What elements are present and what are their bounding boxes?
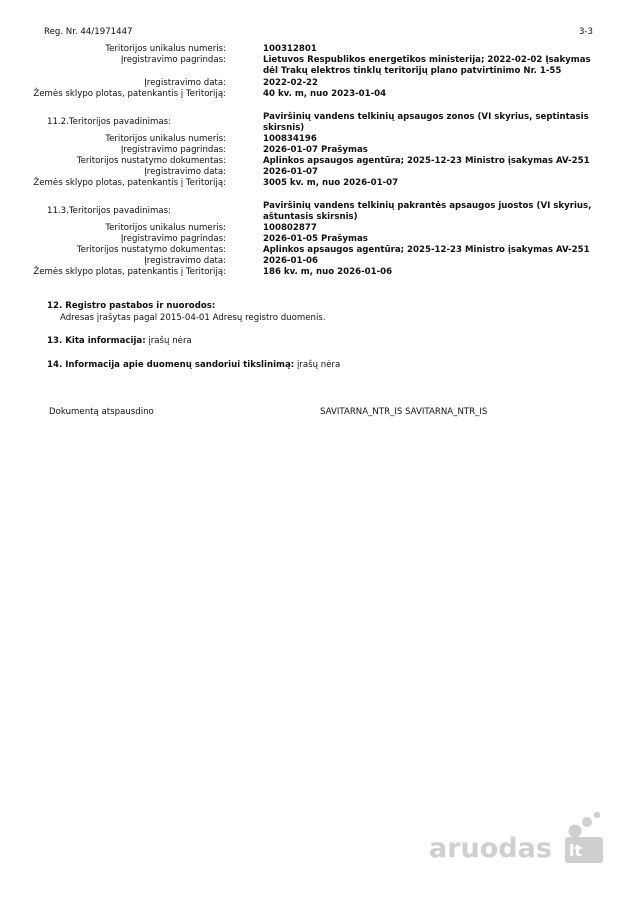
field-value: 2022-02-22 xyxy=(263,78,318,88)
field-label: Žemės sklypo plotas, patenkantis į Teritoriją: xyxy=(33,267,226,277)
field-value: 2026-01-07 Prašymas xyxy=(263,145,368,155)
territory-name: Paviršinių vandens telkinių pakrantės apsaugos juostos (VI skyrius, aštuntasis skirsnis) xyxy=(263,201,592,222)
section-14-title: 14. Informacija apie duomenų sandoriui tikslinimą: xyxy=(47,360,295,370)
printed-by-user: SAVITARNA_NTR_IS SAVITARNA_NTR_IS xyxy=(320,407,488,417)
field-row xyxy=(40,55,600,77)
field-row xyxy=(40,234,600,245)
field-value: 2026-01-06 xyxy=(263,256,318,266)
field-label: Žemės sklypo plotas, patenkantis į Teritoriją: xyxy=(33,89,226,99)
field-row xyxy=(40,134,600,145)
field-value: Lietuvos Respublikos energetikos ministerija; 2022-02-02 Įsakymas dėl Trakų elektros tinklų teritorijų plano patvirtinimo Nr. 1-55 xyxy=(263,55,591,76)
aruodas-watermark-logo xyxy=(429,807,609,880)
field-row xyxy=(40,156,600,167)
territory-name-label: 11.2.Teritorijos pavadinimas: xyxy=(47,117,172,127)
section-14 xyxy=(47,360,340,370)
field-label: Įregistravimo pagrindas: xyxy=(120,145,226,155)
registry-number: Reg. Nr. 44/1971447 xyxy=(44,27,133,37)
field-value: 40 kv. m, nuo 2023-01-04 xyxy=(263,89,387,99)
field-label: Įregistravimo pagrindas: xyxy=(120,234,226,244)
section-13-title: 13. Kita informacija: xyxy=(47,336,146,346)
field-value: Aplinkos apsaugos agentūra; 2025-12-23 Ministro įsakymas AV-251 xyxy=(263,245,590,255)
field-row xyxy=(33,267,600,278)
section-13-text: įrašų nėra xyxy=(148,336,192,346)
field-row xyxy=(40,78,600,89)
field-label: Įregistravimo data: xyxy=(144,256,226,266)
page-number: 3-3 xyxy=(578,27,593,37)
watermark-text: aruodas xyxy=(429,833,552,864)
field-row xyxy=(40,223,600,234)
territory-name-row xyxy=(40,112,600,134)
field-label: Teritorijos nustatymo dokumentas: xyxy=(76,156,226,166)
territory-name: Paviršinių vandens telkinių apsaugos zonos (VI skyrius, septintasis skirsnis) xyxy=(263,112,589,133)
field-value: 2026-01-07 xyxy=(263,167,318,177)
section-13 xyxy=(47,336,192,346)
field-value: 186 kv. m, nuo 2026-01-06 xyxy=(263,267,393,277)
field-row xyxy=(40,167,600,178)
field-row xyxy=(33,89,600,100)
field-row xyxy=(40,145,600,156)
field-label: Teritorijos nustatymo dokumentas: xyxy=(76,245,226,255)
field-row xyxy=(40,256,600,267)
field-label: Teritorijos unikalus numeris: xyxy=(105,44,226,54)
field-label: Įregistravimo pagrindas: xyxy=(120,55,226,65)
section-12-title: 12. Registro pastabos ir nuorodos: xyxy=(47,301,216,311)
field-value: Aplinkos apsaugos agentūra; 2025-12-23 Ministro įsakymas AV-251 xyxy=(263,156,590,166)
aruodas-logo-icon xyxy=(429,807,609,877)
field-value: 100834196 xyxy=(263,134,317,144)
field-value: 3005 kv. m, nuo 2026-01-07 xyxy=(263,178,399,188)
watermark-suffix: lt xyxy=(569,841,583,860)
field-value: 2026-01-05 Prašymas xyxy=(263,234,368,244)
field-label: Teritorijos unikalus numeris: xyxy=(105,223,226,233)
field-label: Teritorijos unikalus numeris: xyxy=(105,134,226,144)
section-14-text: įrašų nėra xyxy=(296,360,341,370)
field-label: Įregistravimo data: xyxy=(144,167,226,177)
printed-by-label: Dokumentą atspausdino xyxy=(49,407,154,417)
field-label: Žemės sklypo plotas, patenkantis į Teritoriją: xyxy=(33,178,226,188)
territory-name-row xyxy=(40,201,600,223)
field-value: 100312801 xyxy=(263,44,317,54)
field-value: 100802877 xyxy=(263,223,317,233)
field-label: Įregistravimo data: xyxy=(144,78,226,88)
section-12-text: Adresas įrašytas pagal 2015-04-01 Adresų registro duomenis. xyxy=(60,313,326,323)
field-row xyxy=(40,44,600,55)
field-row xyxy=(33,178,600,189)
territory-name-label: 11.3.Teritorijos pavadinimas: xyxy=(47,206,172,216)
field-row xyxy=(40,245,600,256)
